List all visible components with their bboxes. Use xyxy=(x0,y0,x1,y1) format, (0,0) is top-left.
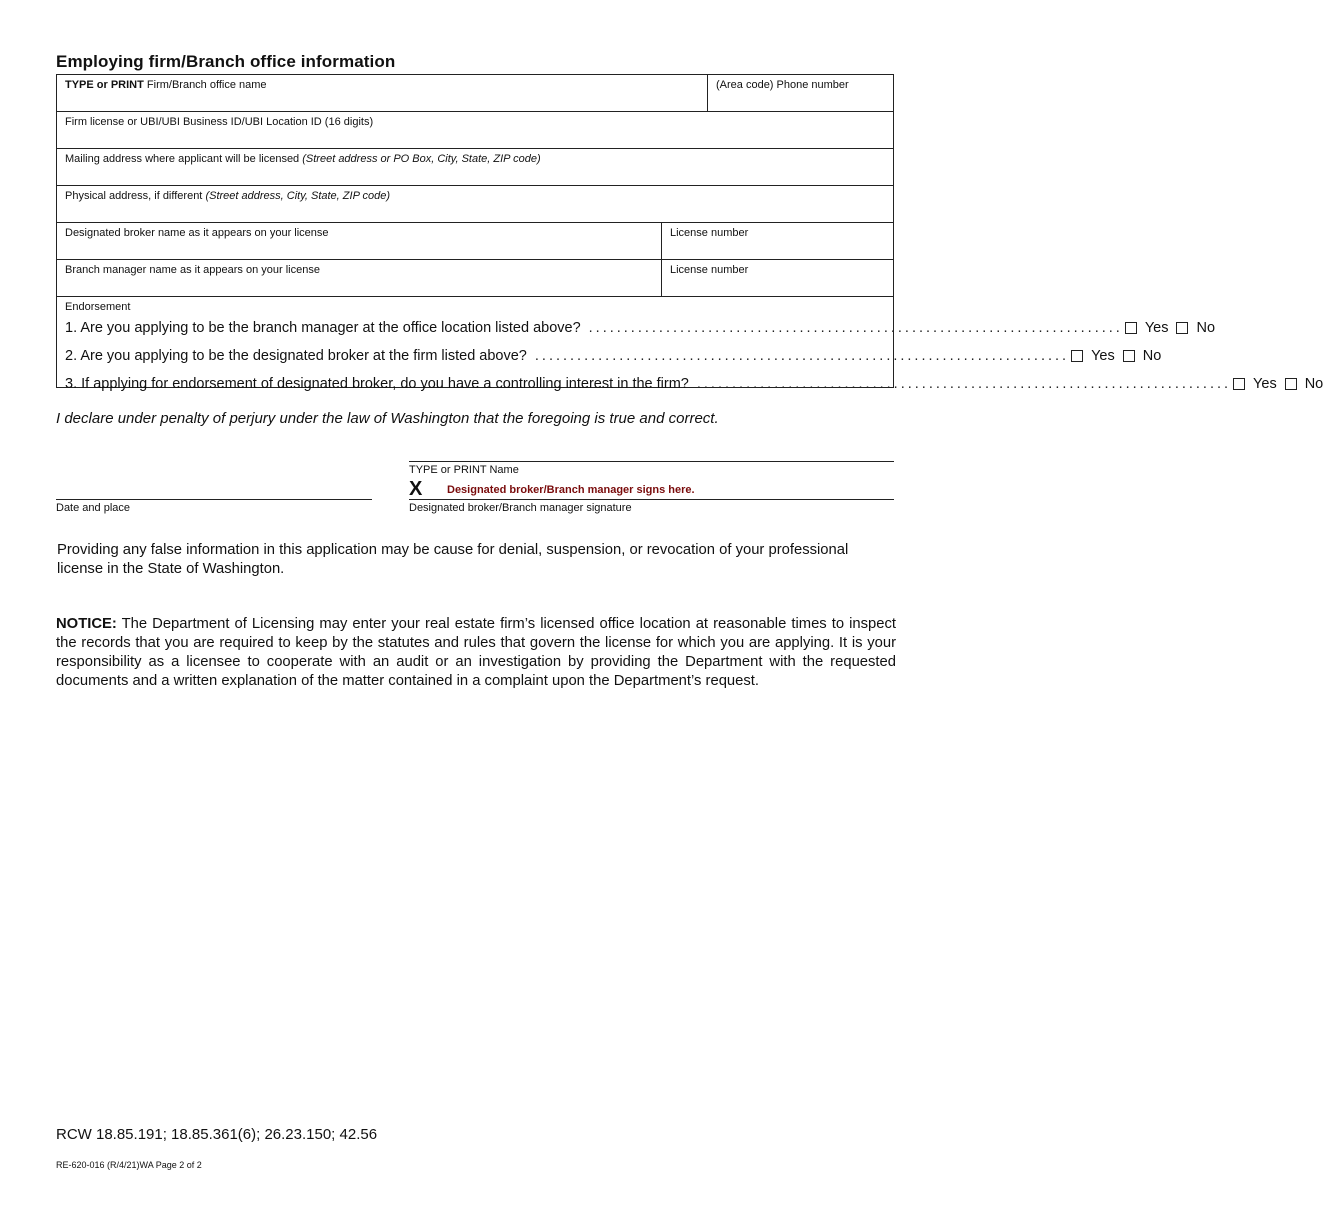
firm-name-field[interactable] xyxy=(57,75,707,111)
signature-x-mark: X xyxy=(409,478,423,500)
q2-yes-option[interactable] xyxy=(1071,348,1115,364)
signature-label: Designated broker/Branch manager signature xyxy=(409,502,632,514)
designated-broker-label: Designated broker name as it appears on your license xyxy=(65,227,329,239)
branch-manager-field[interactable] xyxy=(57,260,661,296)
question-text: 1. Are you applying to be the branch manager at the office location listed above? xyxy=(65,320,581,336)
row-endorsement xyxy=(57,297,1323,392)
endorsement-section xyxy=(57,297,1323,392)
mailing-address-field[interactable] xyxy=(57,149,893,185)
row-designated-broker xyxy=(57,223,893,260)
row-branch-manager xyxy=(57,260,893,297)
designated-broker-license-label: License number xyxy=(670,227,749,239)
physical-address-label: Physical address, if different xyxy=(65,190,203,202)
dot-leader: ............................................................................ xyxy=(588,320,1123,336)
endorsement-question-2 xyxy=(65,342,1162,370)
license-ubi-field[interactable] xyxy=(57,112,893,148)
row-mailing-address xyxy=(57,149,893,186)
q1-yes-option[interactable] xyxy=(1125,320,1169,336)
rcw-citation: RCW 18.85.191; 18.85.361(6); 26.23.150; 42.56 xyxy=(56,1126,378,1143)
designated-broker-license-field[interactable] xyxy=(661,223,893,259)
branch-manager-label: Branch manager name as it appears on your license xyxy=(65,264,320,276)
row-firm-name xyxy=(57,75,893,112)
checkbox-icon[interactable] xyxy=(1071,350,1083,362)
license-ubi-label: Firm license or UBI/UBI Business ID/UBI Location ID (16 digits) xyxy=(65,116,374,128)
q1-no-option[interactable] xyxy=(1176,320,1215,336)
q2-no-option[interactable] xyxy=(1123,348,1162,364)
mailing-address-label: Mailing address where applicant will be licensed xyxy=(65,153,300,165)
name-line xyxy=(409,461,894,462)
question-text: 3. If applying for endorsement of designated broker, do you have a controlling interest in the firm? xyxy=(65,376,689,392)
date-place-label: Date and place xyxy=(56,502,130,514)
checkbox-icon[interactable] xyxy=(1176,322,1188,334)
designated-broker-field[interactable] xyxy=(57,223,661,259)
name-label: TYPE or PRINT Name xyxy=(409,464,519,476)
q3-no-option[interactable] xyxy=(1285,376,1323,392)
phone-label: (Area code) Phone number xyxy=(716,79,849,91)
form-footer: RE-620-016 (R/4/21)WA Page 2 of 2 xyxy=(56,1160,202,1170)
firm-name-label: Firm/Branch office name xyxy=(146,79,267,91)
yes-label: Yes xyxy=(1253,376,1277,392)
notice-text: The Department of Licensing may enter your real estate firm’s licensed office location at reasonable times to inspect the records that you are required to keep by the statutes and rules that govern the license for which you are applying. It is your responsibility as a licensee to cooperate with an audit or an investigation by providing the Department with the requested documents and a written explanation of the matter contained in a complaint upon the Department’s request. xyxy=(56,616,896,689)
checkbox-icon[interactable] xyxy=(1233,378,1245,390)
no-label: No xyxy=(1304,376,1323,392)
section-title: Employing firm/Branch office information xyxy=(56,52,396,71)
physical-address-field[interactable] xyxy=(57,186,893,222)
branch-manager-license-label: License number xyxy=(670,264,749,276)
checkbox-icon[interactable] xyxy=(1285,378,1297,390)
q3-yes-option[interactable] xyxy=(1233,376,1277,392)
notice-paragraph xyxy=(56,615,896,691)
endorsement-question-1 xyxy=(65,314,1216,342)
endorsement-label: Endorsement xyxy=(65,301,131,313)
no-label: No xyxy=(1142,348,1162,364)
dot-leader: ............................................................................ xyxy=(696,376,1232,392)
notice-label: NOTICE: xyxy=(56,616,117,632)
yes-label: Yes xyxy=(1091,348,1115,364)
declaration-text: I declare under penalty of perjury under the law of Washington that the foregoing is true and correct. xyxy=(56,410,719,427)
checkbox-icon[interactable] xyxy=(1123,350,1135,362)
branch-manager-license-field[interactable] xyxy=(661,260,893,296)
firm-name-bold: TYPE or PRINT xyxy=(65,79,144,91)
firm-info-table xyxy=(56,74,1323,392)
mailing-address-hint: (Street address or PO Box, City, State, ZIP code) xyxy=(302,153,541,165)
date-place-line[interactable] xyxy=(56,499,372,500)
false-info-warning: Providing any false information in this application may be cause for denial, suspension, or revocation of your professional license in the State of Washington. xyxy=(57,542,849,577)
row-license-ubi xyxy=(57,112,893,149)
row-physical-address xyxy=(57,186,893,223)
dot-leader: ............................................................................ xyxy=(534,348,1070,364)
signature-line[interactable] xyxy=(409,499,894,500)
checkbox-icon[interactable] xyxy=(1125,322,1137,334)
question-text: 2. Are you applying to be the designated broker at the firm listed above? xyxy=(65,348,527,364)
no-label: No xyxy=(1196,320,1216,336)
yes-label: Yes xyxy=(1144,320,1169,336)
phone-field[interactable] xyxy=(707,75,893,111)
signature-note: Designated broker/Branch manager signs here. xyxy=(447,484,695,496)
physical-address-hint: (Street address, City, State, ZIP code) xyxy=(205,190,391,202)
endorsement-question-3 xyxy=(65,370,1323,398)
